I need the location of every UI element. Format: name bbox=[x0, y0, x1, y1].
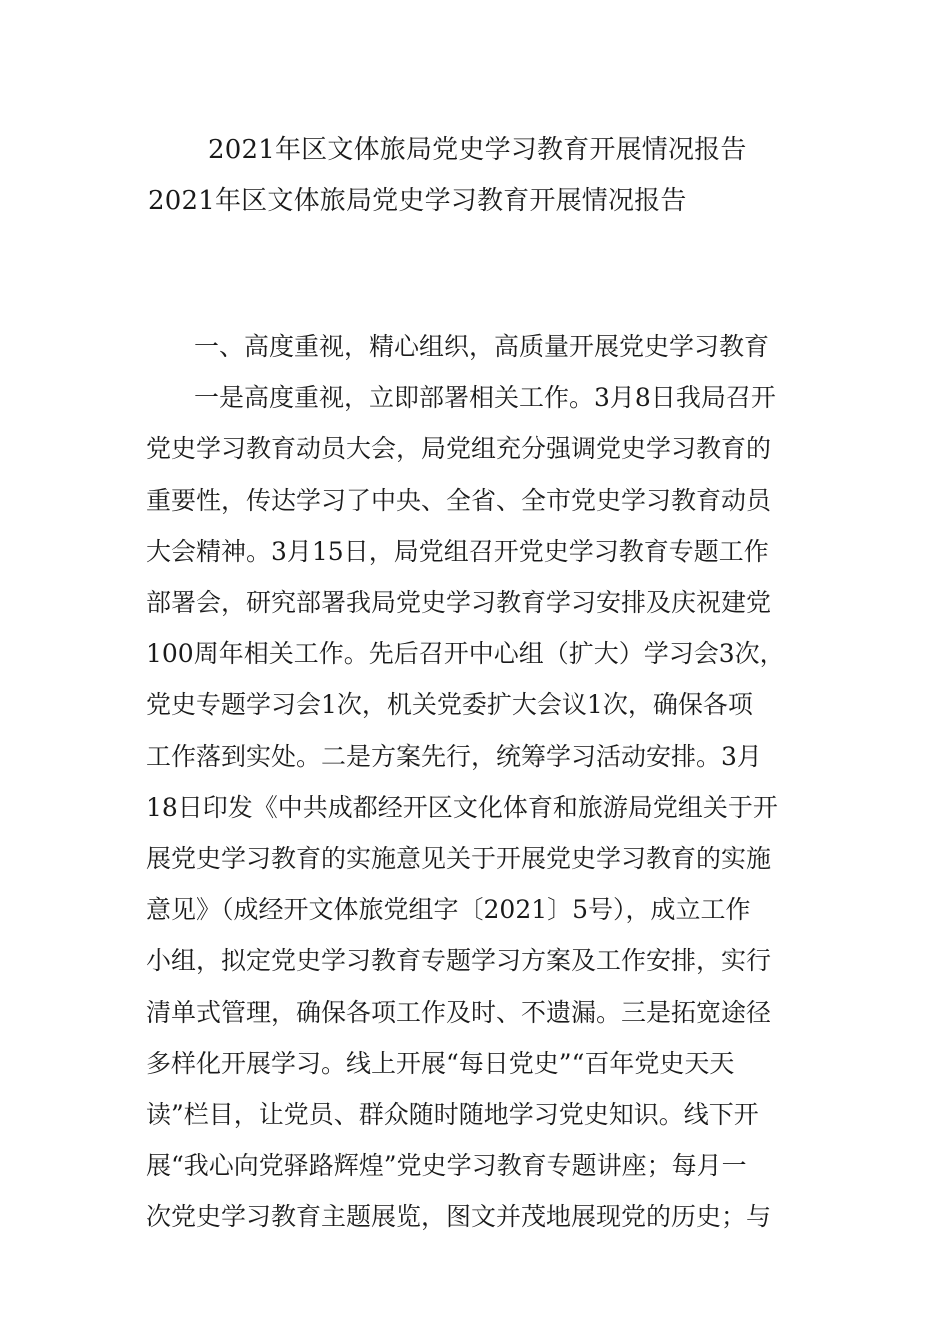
document-subtitle: 2021年区文体旅局党史学习教育开展情况报告 bbox=[148, 186, 687, 216]
body-line: 一是高度重视，立即部署相关工作。3月8日我局召开 bbox=[194, 383, 776, 413]
body-line: 清单式管理，确保各项工作及时、不遗漏。三是拓宽途径 bbox=[146, 997, 772, 1027]
document-title: 2021年区文体旅局党史学习教育开展情况报告 bbox=[208, 135, 747, 165]
body-line: 工作落到实处。二是方案先行，统筹学习活动安排。3月 bbox=[146, 741, 762, 771]
body-line: 大会精神。3月15日，局党组召开党史学习教育专题工作 bbox=[146, 536, 769, 566]
section-heading: 一、高度重视，精心组织，高质量开展党史学习教育 bbox=[194, 332, 770, 361]
body-line: 小组，拟定党史学习教育专题学习方案及工作安排，实行 bbox=[146, 946, 772, 976]
body-line: 党史学习教育动员大会，局党组充分强调党史学习教育的 bbox=[146, 434, 772, 464]
body-line: 重要性，传达学习了中央、全省、全市党史学习教育动员 bbox=[146, 485, 772, 515]
body-line: 部署会，研究部署我局党史学习教育学习安排及庆祝建党 bbox=[146, 588, 772, 617]
body-line: 党史专题学习会1次，机关党委扩大会议1次，确保各项 bbox=[146, 690, 753, 720]
body-line: 次党史学习教育主题展览，图文并茂地展现党的历史；与 bbox=[146, 1202, 772, 1232]
body-line: 展党史学习教育的实施意见关于开展党史学习教育的实施 bbox=[146, 844, 772, 873]
body-line: 100周年相关工作。先后召开中心组（扩大）学习会3次， bbox=[146, 639, 785, 669]
body-line: 多样化开展学习。线上开展“每日党史”“百年党史天天 bbox=[146, 1048, 735, 1078]
body-line: 读”栏目，让党员、群众随时随地学习党史知识。线下开 bbox=[146, 1100, 759, 1129]
body-line: 展“我心向党驿路辉煌”党史学习教育专题讲座；每月一 bbox=[146, 1151, 747, 1181]
body-line: 意见》（成经开文体旅党组字〔2021〕5号），成立工作 bbox=[146, 895, 751, 925]
body-line: 18日印发《中共成都经开区文化体育和旅游局党组关于开 bbox=[146, 792, 778, 822]
